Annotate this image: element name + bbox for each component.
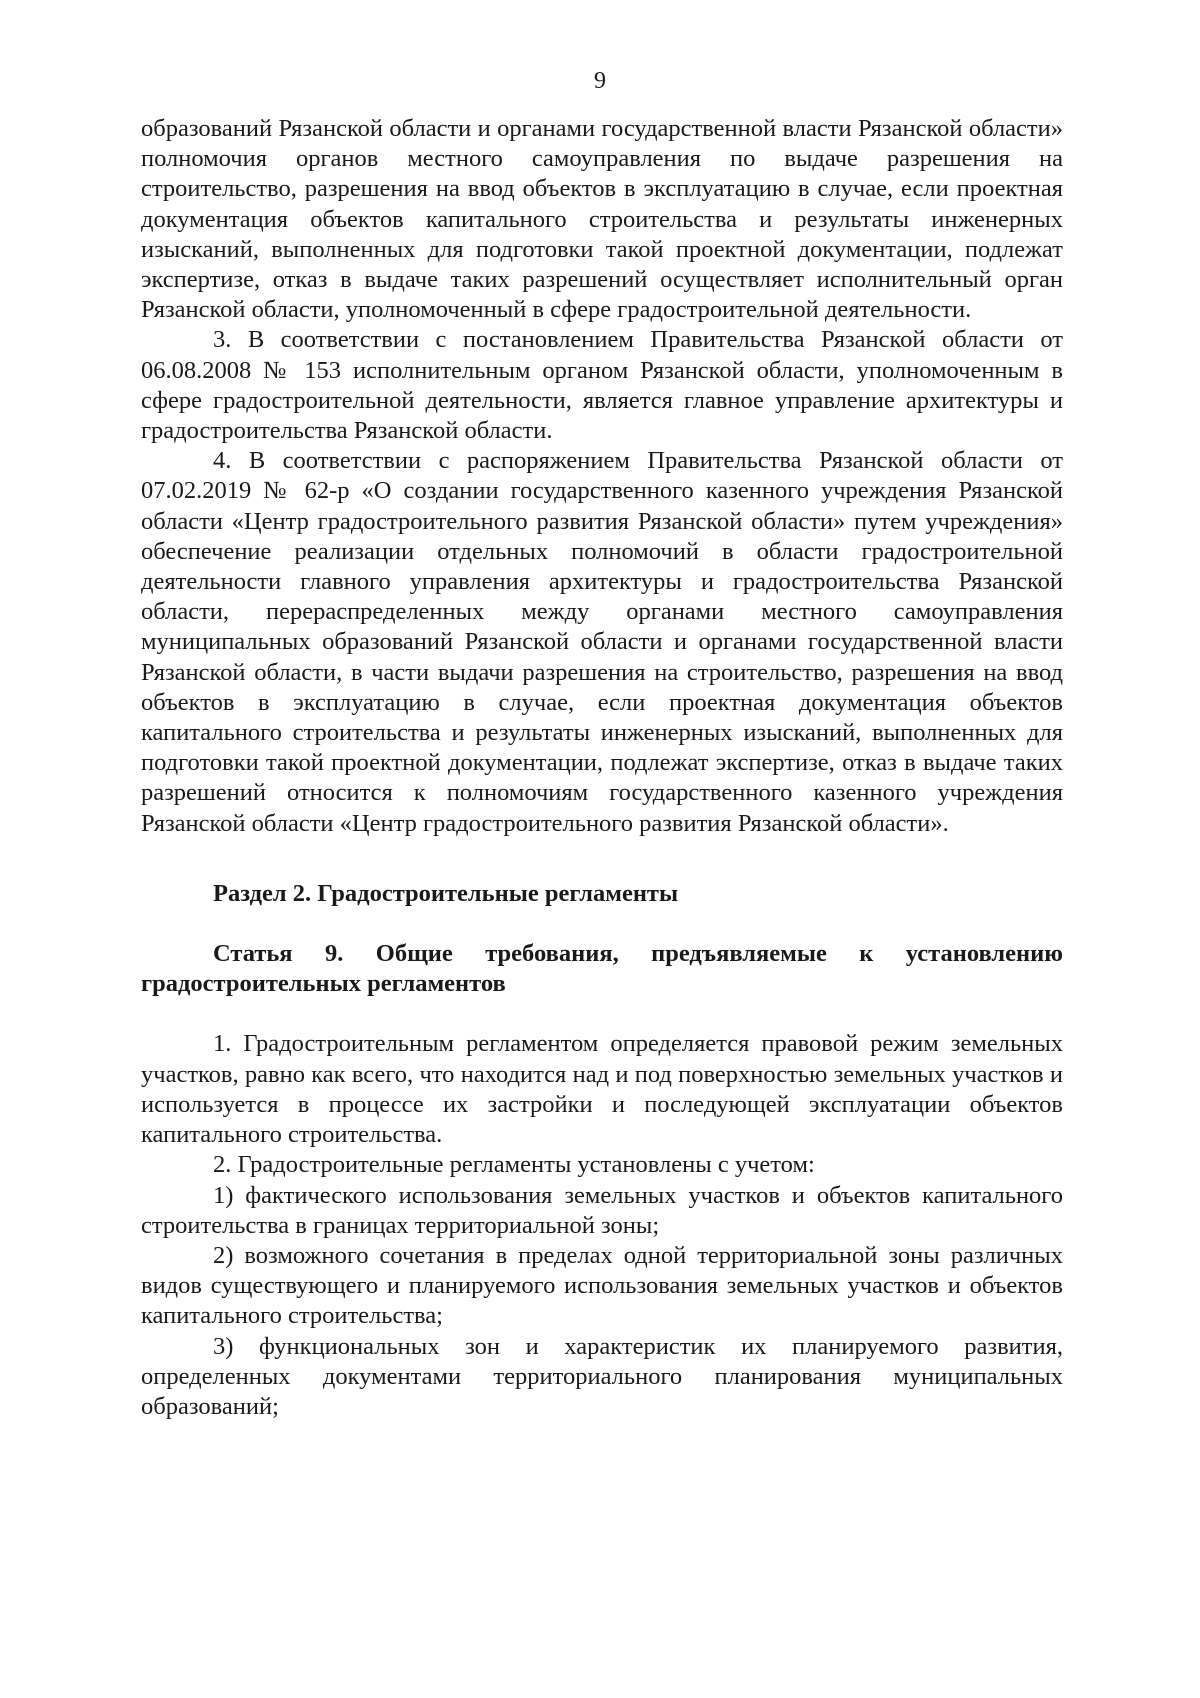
article-heading: Статья 9. Общие требования, предъявляемые к установлению градостроительных регламентов — [141, 940, 1063, 998]
page-number: 9 — [594, 68, 606, 94]
section-heading: Раздел 2. Градостроительные регламенты — [213, 879, 679, 907]
list-item-3: 3) функциональных зон и характеристик их планируемого развития, определенных документами территориального планирования муниципальных образований; — [141, 1332, 1063, 1420]
article-paragraph-2: 2. Градостроительные регламенты установлены с учетом: — [213, 1151, 815, 1179]
paragraph-3: 3. В соответствии с постановлением Правительства Рязанской области от 06.08.2008 № 153 исполнительным органом Рязанской области, уполномоченным в сфере градостроительной деятельности, является главное управление архитектуры и градостроительства Рязанской области. — [141, 326, 1063, 445]
list-item-2: 2) возможного сочетания в пределах одной территориальной зоны различных видов существующего и планируемого использования земельных участков и объектов капитального строительства; — [141, 1241, 1063, 1330]
list-item-1: 1) фактического использования земельных участков и объектов капитального строительства в границах территориальной зоны; — [141, 1181, 1063, 1239]
paragraph-continuation: образований Рязанской области и органами государственной власти Рязанской области» полномочия органов местного самоуправления по выдаче разрешения на строительство, разрешения на ввод объектов в эксплуатацию в случае, если проектная документация объектов капитального строительства и результаты инженерных изысканий, выполненных для подготовки такой проектной документации, подлежат экспертизе, отказ в выдаче таких разрешений осуществляет исполнительный орган Рязанской области, уполномоченный в сфере градостроительной деятельности. — [141, 115, 1063, 324]
article-paragraph-1: 1. Градостроительным регламентом определяется правовой режим земельных участков, равно как всего, что находится над и под поверхностью земельных участков и используется в процессе их застройки и последующей эксплуатации объектов капитального строительства. — [141, 1030, 1063, 1149]
document-body — [141, 114, 1063, 1422]
paragraph-4: 4. В соответствии с распоряжением Правительства Рязанской области от 07.02.2019 № 62-р «О создании государственного казенного учреждения Рязанской области «Центр градостроительного развития Рязанской области» путем учреждения» обеспечение реализации отдельных полномочий в области градостроительной деятельности главного управления архитектуры и градостроительства Рязанской области, перераспределенных между органами местного самоуправления муниципальных образований Рязанской области и органами государственной власти Рязанской области, в части выдачи разрешения на строительство, разрешения на ввод объектов в эксплуатацию в случае, если проектная документация объектов капитального строительства и результаты инженерных изысканий, выполненных для подготовки такой проектной документации, подлежат экспертизе, отказ в выдаче таких разрешений относится к полномочиям государственного казенного учреждения Рязанской области «Центр градостроительного развития Рязанской области». — [141, 447, 1063, 837]
